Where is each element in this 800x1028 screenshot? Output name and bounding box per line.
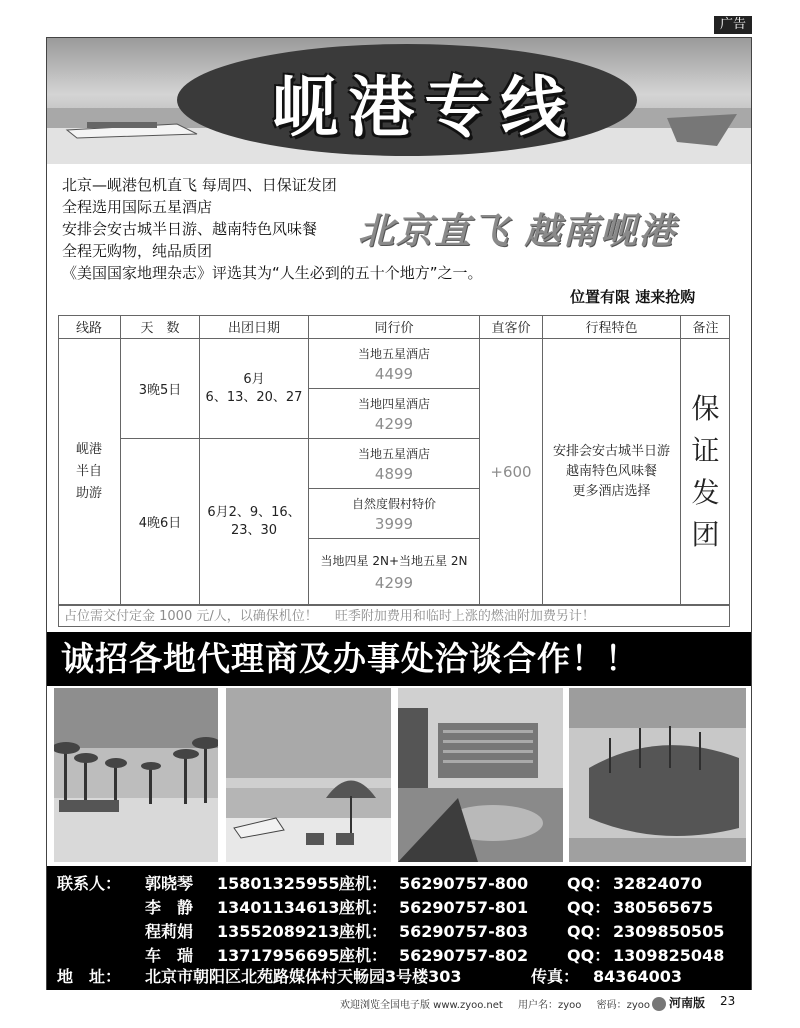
date-line: 23、30 — [230, 522, 278, 538]
contact-name: 程莉娟 — [145, 922, 194, 941]
route-line: 半自 — [75, 463, 102, 479]
contact-qq: 32824070 — [613, 874, 703, 893]
contact-seat: 56290757-801 — [399, 898, 529, 917]
edition-badge — [652, 994, 705, 1011]
contact-row — [47, 920, 751, 944]
contact-seat: 56290757-802 — [399, 946, 529, 965]
photo-beach-umbrella — [226, 688, 391, 862]
contact-phone: 13552089213 — [217, 922, 340, 941]
slogan: 北京直飞 越南岘港 — [358, 210, 677, 252]
contact-name: 车 瑞 — [145, 946, 194, 965]
note-char: 发 — [691, 475, 720, 509]
feature-line: 越南特色风味餐 — [565, 463, 657, 479]
qq-label: QQ： — [567, 922, 611, 941]
price-cell — [309, 339, 480, 389]
dates-cell — [200, 339, 309, 439]
note-char: 团 — [691, 517, 720, 551]
date-line: 6、13、20、27 — [205, 389, 303, 405]
seat-label: 座机： — [339, 874, 388, 893]
seat-label: 座机： — [339, 946, 388, 965]
qq-label: QQ： — [567, 946, 611, 965]
contact-label: 联系人： — [57, 874, 122, 893]
intro-line: 全程无购物，纯品质团 — [62, 242, 213, 260]
footer-user: 用户名：zyoo — [517, 1000, 582, 1011]
price-value: 4499 — [374, 364, 414, 383]
contact-row — [47, 872, 751, 896]
contact-qq: 2309850505 — [613, 922, 725, 941]
contacts-panel — [47, 866, 751, 990]
address-value: 北京市朝阳区北苑路媒体村天畅园3号楼303 — [145, 967, 462, 986]
hero-title: 岘港专线 — [272, 69, 577, 146]
address-row — [47, 965, 751, 989]
contact-seat: 56290757-800 — [399, 874, 529, 893]
contact-qq: 380565675 — [613, 898, 714, 917]
price-cell — [309, 539, 480, 605]
days-cell: 4晚6日 — [121, 439, 200, 605]
qq-label: QQ： — [567, 874, 611, 893]
dates-cell — [200, 439, 309, 605]
intro-line: 北京—岘港包机直飞 每周四、日保证发团 — [62, 176, 337, 194]
footer-site: 欢迎浏览全国电子版 www.zyoo.net — [340, 1000, 503, 1011]
price-cell — [309, 389, 480, 439]
price-cell — [309, 439, 480, 489]
note-cell — [681, 339, 730, 605]
seat-label: 座机： — [339, 898, 388, 917]
fax-value: 84364003 — [593, 967, 683, 986]
header-note: 备注 — [681, 315, 730, 339]
ad-tag: 广告 — [714, 16, 752, 34]
price-value: 3999 — [374, 514, 414, 533]
date-line: 6月2、9、16、 — [207, 504, 301, 520]
hero-banner — [47, 38, 751, 164]
qq-label: QQ： — [567, 898, 611, 917]
feature-line: 安排会安古城半日游 — [552, 443, 670, 459]
intro-line: 全程选用国际五星酒店 — [62, 198, 213, 216]
edition-name: 河南版 — [669, 996, 706, 1010]
note-char: 证 — [691, 433, 720, 467]
hotel-type: 当地五星酒店 — [357, 346, 430, 361]
limited-seats-note: 位置有限 速来抢购 — [570, 288, 696, 306]
features-cell — [543, 339, 681, 605]
price-value: 4899 — [374, 464, 414, 483]
hotel-type: 当地四星酒店 — [357, 396, 430, 411]
hotel-type: 当地四星 2N+当地五星 2N — [320, 553, 468, 568]
contact-name: 李 静 — [145, 898, 194, 917]
contact-name: 郭晓琴 — [145, 874, 194, 893]
edition-logo-icon — [652, 997, 666, 1011]
fax-label: 传真： — [531, 967, 580, 986]
route-cell — [58, 339, 121, 605]
contact-phone: 13717956695 — [217, 946, 340, 965]
footer-info — [340, 996, 662, 1011]
header-days: 天 数 — [121, 315, 200, 339]
price-value: 4299 — [374, 414, 414, 433]
deposit-note: 占位需交付定金 1000 元/人，以确保机位！ 旺季附加费用和临时上涨的燃油附加费另计！ — [58, 605, 730, 627]
agent-recruit-banner: 诚招各地代理商及办事处洽谈合作！！ — [47, 632, 751, 686]
hotel-type: 自然度假村特价 — [351, 496, 436, 511]
header-features: 行程特色 — [543, 315, 681, 339]
photo-island-resort — [569, 688, 746, 862]
header-dates: 出团日期 — [200, 315, 309, 339]
contact-qq: 1309825048 — [613, 946, 725, 965]
feature-line: 更多酒店选择 — [572, 483, 651, 499]
itinerary-table — [58, 315, 730, 627]
photo-palm-pool — [54, 688, 218, 862]
price-value: 4299 — [374, 573, 414, 592]
intro-line: 《美国国家地理杂志》评选其为“人生必到的五十个地方”之一。 — [62, 264, 483, 282]
hotel-type: 当地五星酒店 — [357, 446, 430, 461]
header-route: 线路 — [58, 315, 121, 339]
route-line: 助游 — [75, 485, 102, 501]
note-char: 保 — [691, 391, 720, 425]
days-cell: 3晚5日 — [121, 339, 200, 439]
seat-label: 座机： — [339, 922, 388, 941]
footer-password: 密码：zyoo — [596, 1000, 650, 1011]
contact-seat: 56290757-803 — [399, 922, 529, 941]
contact-row — [47, 896, 751, 920]
page-number: 23 — [720, 994, 736, 1008]
header-direct-price: 直客价 — [480, 315, 543, 339]
header-agent-price: 同行价 — [309, 315, 480, 339]
intro-line: 安排会安古城半日游、越南特色风味餐 — [62, 220, 318, 238]
route-line: 岘港 — [75, 441, 102, 457]
address-label: 地 址： — [57, 967, 122, 986]
direct-price-cell: +600 — [480, 339, 543, 605]
contact-phone: 15801325955 — [217, 874, 340, 893]
date-line: 6月 — [243, 371, 265, 387]
photo-resort-hotel — [398, 688, 563, 862]
price-cell — [309, 489, 480, 539]
contact-phone: 13401134613 — [217, 898, 340, 917]
